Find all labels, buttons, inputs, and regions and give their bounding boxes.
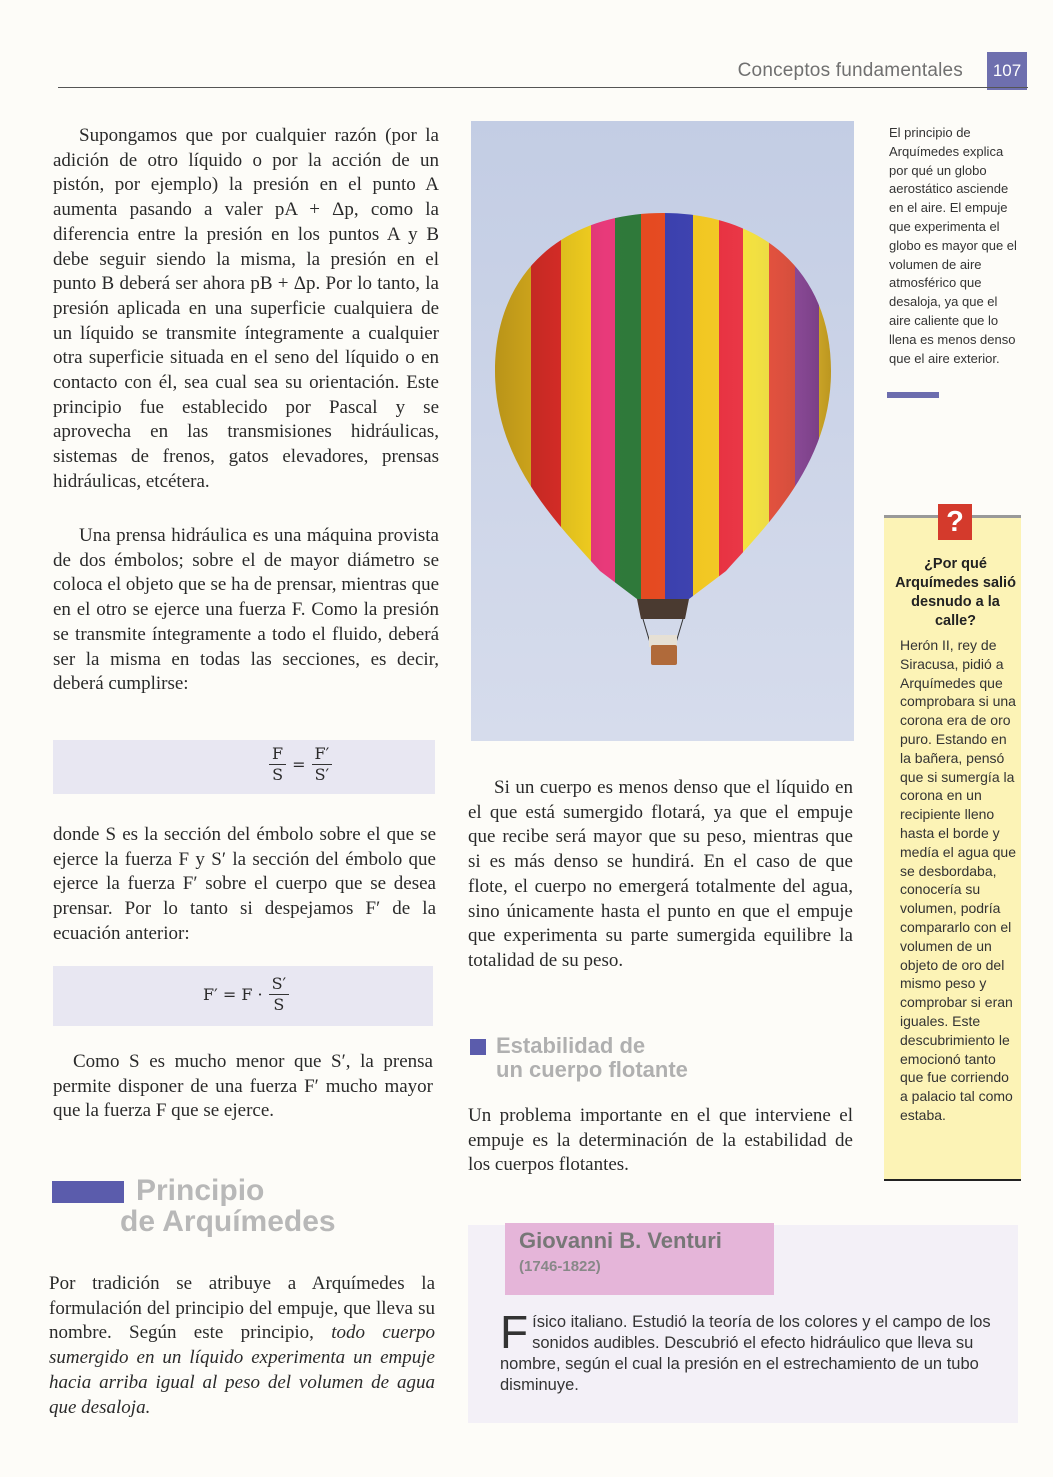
arquimedes-principle-italic: todo cuerpo sumergido en un líquido experimenta un empuje hacia arriba igual al peso del volumen de agua que desaloja.	[49, 1322, 435, 1418]
prensa-text: Una prensa hidráulica es una máquina provista de dos émbolos; sobre el de mayor diámetro se coloca el objeto que se ha de prensar, mientras que en el otro se ejerce una fuerza F. Como la presión se transmite íntegramente a todo el fluido, deberá ser la misma en todas las secciones, es decir, deberá cumplirse:	[53, 525, 439, 695]
fraction-denominator: S	[272, 765, 284, 784]
biography-name: Giovanni B. Venturi	[519, 1228, 722, 1253]
fraction-right	[312, 744, 333, 785]
formula-pascal	[53, 740, 435, 794]
equals-sign: =	[292, 755, 306, 774]
flotacion-paragraph	[468, 776, 853, 974]
section-marker-bar	[52, 1181, 124, 1203]
conclusion-paragraph	[53, 1050, 433, 1124]
biography-text-block	[500, 1306, 1005, 1396]
curiosity-title: ¿Por qué Arquímedes salió desnudo a la calle?	[895, 556, 1016, 629]
caption-marker-bar	[887, 392, 939, 398]
hot-air-balloon-photo	[471, 121, 854, 741]
fraction-denominator: S′	[314, 765, 330, 784]
fraction-numerator: F	[269, 744, 286, 765]
pascal-text: Supongamos que por cualquier razón (por la adición de otro líquido o por la acción de un pistón, por ejemplo) la presión en el punto A aumenta pasando a valer pA + Δp, como la diferencia entre la presión en los puntos A y B debe seguir siendo la misma, la presión en el punto B deberá ser ahora pB + Δp. Por lo tanto, la presión aplicada en una superficie cualquiera de un líquido se transmite íntegramente a cualquier otra superficie situada en el seno del líquido o en contacto con él, sea cual sea su orientación. Este principio fue establecido por Pascal y se aprovecha en las transmisiones hidráulicas, sistemas de frenos, gatos elevadores, prensas hidráulicas, etcétera.	[53, 125, 439, 492]
curiosity-text: Herón II, rey de Siracusa, pidió a Arquímedes que comprobara si una corona era de oro puro. Estando en la bañera, pensó que si sumergía la corona en un recipiente lleno hasta el borde y medía el agua que se desbordaba, conocería su volumen, podría compararlo con el volumen de un objeto de oro del mismo peso y comprobar si eran iguales. Este descubrimiento le emocionó tanto que fue corriendo a palacio tal como estaba.	[900, 637, 1016, 1123]
pascal-paragraph	[53, 124, 439, 495]
conclusion-text: Como S es mucho menor que S′, la prensa permite disponer de una fuerza F′ mucho mayor que la fuerza F que se ejerce.	[53, 1051, 433, 1122]
section-title-principio	[120, 1174, 336, 1238]
subsection-title-line1: Estabilidad de	[496, 1033, 646, 1058]
prensa-paragraph	[53, 524, 439, 697]
header-rule	[58, 87, 1028, 88]
balloon-illustration	[471, 121, 854, 741]
page-number: 107	[987, 52, 1027, 90]
fraction-denominator: S	[273, 995, 285, 1014]
flotacion-text: Si un cuerpo es menos denso que el líquido en el que está sumergido flotará, ya que el empuje que recibe será mayor que su peso, mientras que si es más denso se hundirá. En el caso de que flote, el cuerpo no emergerá totalmente del agua, sino únicamente hasta el punto en que el empuje que experimenta su parte sumergida equilibre la totalidad de su peso.	[468, 777, 853, 971]
section-title-line2: de Arquímedes	[120, 1205, 336, 1238]
estabilidad-paragraph	[468, 1104, 853, 1178]
estabilidad-text: Un problema importante en el que interviene el empuje es la determinación de la estabilidad de los cuerpos flotantes.	[468, 1105, 853, 1176]
subsection-title-line2: un cuerpo flotante	[496, 1057, 688, 1082]
question-mark-icon: ?	[938, 504, 972, 540]
drop-cap: F	[500, 1306, 529, 1358]
subsection-marker-square	[470, 1039, 486, 1055]
arquimedes-paragraph	[49, 1272, 435, 1420]
fraction-left	[269, 744, 286, 785]
formula-despeje	[53, 966, 433, 1026]
arquimedes-text: Por tradición se atribuye a Arquímedes la formulación del principio del empuje, que lleva su nombre. Según este principio,	[49, 1273, 435, 1344]
section-title-line1: Principio	[136, 1174, 265, 1207]
photo-caption: El principio de Arquímedes explica por qué un globo aerostático asciende en el aire. El empuje que experimenta el globo es mayor que el volumen de aire atmosférico que desaloja, ya que el aire caliente que lo llena es menos denso que el aire exterior.	[889, 125, 1017, 366]
seccion-paragraph	[53, 823, 436, 947]
running-header: Conceptos fundamentales	[737, 60, 963, 81]
biography-text: ísico italiano. Estudió la teoría de los colores y el campo de los sonidos audibles. Descubrió el efecto hidráulico que lleva su nombre, según el cual la presión en el estrechamiento de un tubo disminuye.	[500, 1313, 991, 1394]
formula-lhs: F′ = F ·	[203, 985, 263, 1004]
fraction-numerator: F′	[312, 744, 333, 765]
fraction-numerator: S′	[269, 974, 290, 995]
seccion-text: donde S es la sección del émbolo sobre el que se ejerce la fuerza F y S′ la sección del émbolo que ejerce la fuerza F′ sobre el cuerpo que se desea prensar. Por lo tanto si despejamos F′ de la ecuación anterior:	[53, 824, 436, 944]
subsection-title-estabilidad	[496, 1034, 688, 1082]
biography-years: (1746-1822)	[519, 1258, 601, 1275]
fraction	[269, 974, 290, 1015]
